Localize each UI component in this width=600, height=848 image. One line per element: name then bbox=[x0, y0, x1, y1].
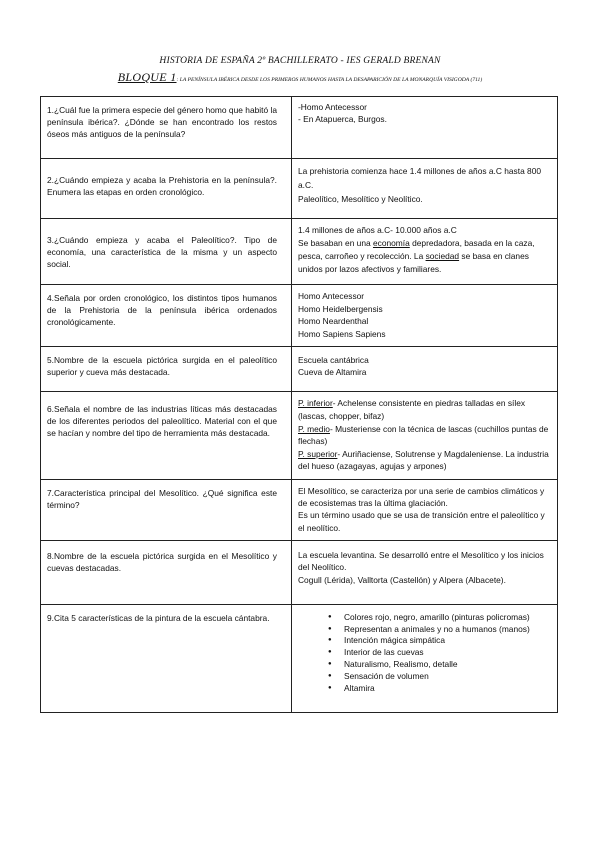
answer-line: -Homo Antecessor bbox=[298, 102, 367, 112]
answer-text: se basa en clanes unidos por lazos afectivos y familiares. bbox=[298, 251, 529, 274]
table-row bbox=[41, 285, 558, 347]
answer-line: - En Atapuerca, Burgos. bbox=[298, 113, 387, 124]
period-label: P. medio bbox=[298, 423, 330, 434]
list-item: ● Altamira bbox=[332, 683, 551, 695]
answer-line: Homo Neardenthal bbox=[298, 316, 369, 327]
answer-cell bbox=[292, 479, 558, 540]
question-cell: 7.Característica principal del Mesolítico. ¿Qué significa este término? bbox=[41, 479, 292, 540]
answer-line: El Mesolítico, se caracteriza por una serie de cambios climáticos y de ecosistemas tras la última glaciación. bbox=[298, 485, 545, 509]
answer-cell bbox=[292, 392, 558, 480]
answer-line bbox=[298, 397, 551, 422]
table-row bbox=[41, 540, 558, 604]
answer-line: La escuela levantina. Se desarrolló entre el Mesolítico y los inicios del Neolítico. bbox=[298, 549, 544, 573]
question-cell: 6.Señala el nombre de las industrias líticas más destacadas de los diferentes periodos del paleolítico. Material con el que se hacían y nombre del tipo de herramienta más destacada. bbox=[41, 392, 292, 480]
table-row bbox=[41, 392, 558, 480]
question-cell: 3.¿Cuándo empieza y acaba el Paleolítico?. Tipo de economía, una característica de la misma y un aspecto social. bbox=[41, 219, 292, 285]
block-topic: : LA PENÍNSULA IBÉRICA DESDE LOS PRIMEROS HUMANOS HASTA LA DESAPARICIÓN DE LA MONARQUÍA VISIGODA (711) bbox=[176, 77, 483, 83]
answer-cell bbox=[292, 347, 558, 392]
list-item: ● Interior de las cuevas bbox=[332, 647, 551, 659]
answer-line: La prehistoria comienza hace 1.4 millones de años a.C hasta 800 a.C. bbox=[298, 166, 542, 190]
answer-line: Escuela cantábrica bbox=[298, 355, 369, 366]
period-text: - Achelense consistente en piedras talladas en sílex (lascas, chopper, bifaz) bbox=[298, 398, 526, 421]
list-item: ● Colores rojo, negro, amarillo (pinturas policromas) bbox=[332, 612, 551, 624]
question-cell: 4.Señala por orden cronológico, los distintos tipos humanos de la Prehistoria de la península ibérica ordenados cronológicamente. bbox=[41, 285, 292, 347]
answer-line: Homo Heidelbergensis bbox=[298, 303, 383, 314]
list-item: ● Representan a animales y no a humanos (manos) bbox=[332, 624, 551, 636]
answer-keyword: sociedad bbox=[425, 251, 460, 261]
answer-cell bbox=[292, 219, 558, 285]
table-row bbox=[41, 97, 558, 159]
list-item: ● Sensación de volumen bbox=[332, 671, 551, 683]
table-row bbox=[41, 159, 558, 219]
table-row bbox=[41, 604, 558, 712]
answer-line bbox=[298, 448, 551, 473]
answer-keyword: economía bbox=[372, 238, 410, 248]
list-item: ● Intención mágica simpática bbox=[332, 635, 551, 647]
period-label: P. superior bbox=[298, 448, 338, 459]
question-cell: 1.¿Cuál fue la primera especie del género homo que habitó la península ibérica?. ¿Dónde se han encontrado los restos óseos más antiguos de la península? bbox=[41, 97, 292, 159]
block-label: BLOQUE 1 bbox=[117, 70, 177, 84]
page-header bbox=[0, 56, 600, 85]
table-row bbox=[41, 479, 558, 540]
period-label: P. inferior bbox=[298, 398, 333, 409]
answer-line: Cueva de Altamira bbox=[298, 367, 367, 378]
answer-line: Paleolítico, Mesolítico y Neolítico. bbox=[298, 194, 423, 204]
answer-line: Es un término usado que se usa de transición entre el paleolítico y el neolítico. bbox=[298, 510, 545, 533]
period-text: - Musteriense con la técnica de lascas (cuchillos puntas de flechas) bbox=[298, 423, 549, 447]
table-row bbox=[41, 347, 558, 392]
answer-line bbox=[298, 423, 551, 448]
answer-line: Homo Sapiens Sapiens bbox=[298, 328, 386, 339]
answer-cell bbox=[292, 604, 558, 712]
answer-line: Cogull (Lérida), Valltorta (Castellón) y Alpera (Albacete). bbox=[298, 574, 506, 585]
characteristics-list bbox=[298, 612, 551, 695]
answer-cell bbox=[292, 285, 558, 347]
question-cell: 8.Nombre de la escuela pictórica surgida en el Mesolítico y cuevas destacadas. bbox=[41, 540, 292, 604]
questions-table bbox=[40, 96, 558, 713]
answer-text: depredadora, basada en la caza, pesca, carroñeo y recolección. La bbox=[298, 238, 535, 261]
table-row bbox=[41, 219, 558, 285]
answer-line: Homo Antecessor bbox=[298, 291, 365, 301]
answer-line: 1.4 millones de años a.C- 10.000 años a.C bbox=[298, 225, 457, 235]
question-cell: 2.¿Cuándo empieza y acaba la Prehistoria en la península?. Enumera las etapas en orden cronológico. bbox=[41, 159, 292, 219]
question-cell: 9.Cita 5 características de la pintura de la escuela cántabra. bbox=[41, 604, 292, 712]
answer-cell bbox=[292, 540, 558, 604]
list-item: ● Naturalismo, Realismo, detalle bbox=[332, 659, 551, 671]
question-cell: 5.Nombre de la escuela pictórica surgida en el paleolítico superior y cueva más destacada. bbox=[41, 347, 292, 392]
answer-text: Se basaban en una bbox=[298, 238, 373, 248]
answer-cell bbox=[292, 159, 558, 219]
period-text: - Auriñaciense, Solutrense y Magdaleniense. La industria del hueso (azagayas, agujas y arpones) bbox=[298, 448, 549, 472]
answer-cell bbox=[292, 97, 558, 159]
document-title: HISTORIA DE ESPAÑA 2º BACHILLERATO - IES GERALD BRENAN bbox=[159, 56, 441, 66]
block-subtitle bbox=[0, 70, 600, 85]
